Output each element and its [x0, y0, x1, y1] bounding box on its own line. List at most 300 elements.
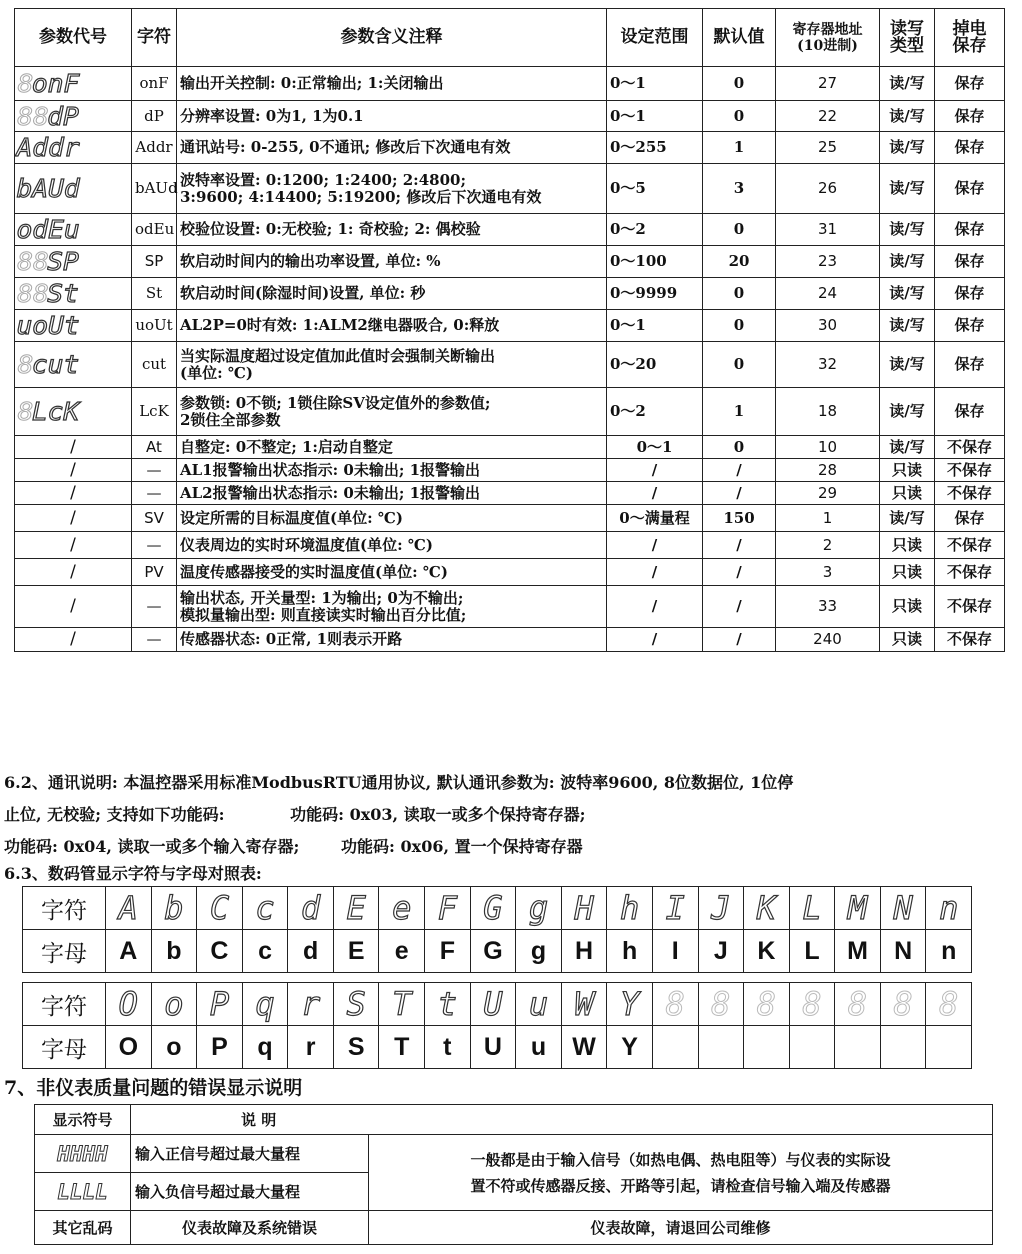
table-row [15, 586, 1005, 628]
param-rw: 读/写 [880, 342, 935, 388]
parameter-table-body [15, 67, 1005, 652]
param-rw: 只读 [880, 459, 935, 482]
table-row [15, 67, 1005, 101]
param-save: 不保存 [935, 482, 1005, 505]
param-meaning-line1: AL2报警输出状态指示: 0未输出; 1报警输出 [180, 483, 481, 502]
table-row [15, 132, 1005, 164]
comm-line-4: 6.3、数码管显示字符与字母对照表: [4, 864, 262, 883]
param-meaning-line1: 校验位设置: 0:无校验; 1: 奇校验; 2: 偶校验 [180, 220, 481, 238]
param-symbol: — [132, 459, 177, 482]
param-rw: 读/写 [880, 67, 935, 101]
param-save: 不保存 [935, 559, 1005, 586]
error-header-row [35, 1105, 993, 1135]
char-segment-cell [744, 887, 790, 930]
param-address: 2 [776, 532, 880, 559]
param-save: 不保存 [935, 436, 1005, 459]
param-symbol: At [132, 436, 177, 459]
param-symbol: SP [132, 246, 177, 278]
param-meaning-line1: 分辨率设置: 0为1, 1为0.1 [180, 106, 364, 125]
param-rw: 读/写 [880, 388, 935, 436]
char-segment-cell [926, 983, 972, 1026]
param-code-cell [15, 586, 132, 628]
param-code-cell [15, 436, 132, 459]
param-code-cell [15, 214, 132, 246]
char-letter-cell: t [425, 1026, 471, 1069]
segment-display-icon: uoUt [16, 311, 80, 340]
char-map-table-2 [22, 982, 972, 1069]
segment-glyph-icon: N [893, 889, 913, 927]
comm-line-1: 6.2、通讯说明: 本温控器采用标准ModbusRTU通用协议, 默认通讯参数为: 波特率9600, 8位数据位, 1位停 [4, 773, 794, 792]
param-default: 0 [703, 214, 776, 246]
param-code: / [70, 507, 76, 528]
table-row [15, 342, 1005, 388]
table-row [15, 459, 1005, 482]
char-segment-cell [470, 983, 516, 1026]
char-letter-cell [789, 1026, 835, 1069]
char-segment-cell [561, 887, 607, 930]
char-letter-cell: e [379, 930, 425, 973]
param-address: 1 [776, 505, 880, 532]
char-letter-cell: n [926, 930, 972, 973]
segment-glyph-icon: c [255, 889, 275, 927]
param-code: / [70, 482, 76, 503]
char-map-row-segment [23, 887, 972, 930]
param-meaning-line1: 软启动时间(除湿时间)设置, 单位: 秒 [180, 284, 426, 302]
param-meaning [177, 459, 607, 482]
param-code: / [70, 436, 76, 457]
table-row [15, 164, 1005, 214]
param-meaning-line1: 参数锁: 0不锁; 1锁住除SV设定值外的参数值; [180, 393, 491, 412]
param-range: 0～1 [607, 310, 703, 342]
param-meaning [177, 164, 607, 214]
param-code-cell [15, 310, 132, 342]
param-code-cell [15, 132, 132, 164]
header-save-line1: 掉电 [952, 18, 987, 39]
param-code-cell [15, 532, 132, 559]
param-range: / [607, 482, 703, 505]
segment-display-icon: SP [47, 247, 79, 276]
param-default: 0 [703, 342, 776, 388]
char-segment-cell [516, 887, 562, 930]
error-common-desc-line2: 置不符或传感器反接、开路等引起，请检查信号输入端及传感器 [470, 1176, 891, 1195]
param-default: 0 [703, 310, 776, 342]
param-meaning-line1: 设定所需的目标温度值(单位: ℃) [180, 508, 403, 527]
param-code: / [70, 596, 76, 616]
char-segment-cell [789, 983, 835, 1026]
param-range: 0～满量程 [607, 505, 703, 532]
segment-glyph-icon: e [392, 889, 412, 927]
param-symbol: — [132, 532, 177, 559]
param-address: 24 [776, 278, 880, 310]
char-segment-cell [197, 983, 243, 1026]
param-symbol: uoUt [132, 310, 177, 342]
param-meaning-line1: 传感器状态: 0正常, 1则表示开路 [180, 630, 403, 648]
segment-glyph-icon: h [620, 889, 640, 927]
char-letter-cell [880, 1026, 926, 1069]
param-symbol: bAUd [132, 164, 177, 214]
param-range: 0～255 [607, 132, 703, 164]
comm-line-3a: 功能码: 0x04, 读取一或多个输入寄存器; [4, 837, 300, 856]
param-default: / [703, 532, 776, 559]
char-letter-cell: u [516, 1026, 562, 1069]
char-segment-cell [288, 887, 334, 930]
segment-glyph-icon: T [392, 985, 412, 1023]
segment-glyph-icon: U [483, 985, 503, 1023]
param-symbol: odEu [132, 214, 177, 246]
char-letter-cell: M [835, 930, 881, 973]
error-section-title: 7、非仪表质量问题的错误显示说明 [4, 1077, 303, 1099]
param-range: / [607, 532, 703, 559]
param-code-cell [15, 67, 132, 101]
segment-display-icon: bAUd [16, 174, 80, 203]
char-letter-cell [926, 1026, 972, 1069]
param-meaning [177, 436, 607, 459]
char-letter-cell: K [744, 930, 790, 973]
segment-glyph-icon: 8 [802, 985, 822, 1023]
param-default: 0 [703, 101, 776, 132]
param-meaning [177, 388, 607, 436]
char-segment-cell [652, 887, 698, 930]
param-save: 保存 [935, 246, 1005, 278]
char-segment-cell [425, 887, 471, 930]
segment-display-icon: odEu [16, 215, 80, 244]
param-meaning [177, 532, 607, 559]
parameter-table [14, 8, 1005, 652]
error-row [35, 1135, 993, 1173]
param-default: 0 [703, 436, 776, 459]
param-rw: 读/写 [880, 164, 935, 214]
char-letter-cell: U [470, 1026, 516, 1069]
segment-display-icon: St [47, 279, 79, 308]
table-row [15, 214, 1005, 246]
header-symbol: 字符 [132, 9, 177, 67]
param-rw: 只读 [880, 482, 935, 505]
char-letter-cell: L [789, 930, 835, 973]
segment-display-icon: Addr [16, 133, 80, 162]
param-meaning-line1: 输出开关控制: 0:正常输出; 1:关闭输出 [180, 74, 444, 92]
table-row [15, 278, 1005, 310]
char-segment-cell [333, 983, 379, 1026]
char-letter-cell: G [470, 930, 516, 973]
param-code: / [70, 534, 76, 555]
segment-display-icon: HHHH [57, 1141, 108, 1166]
param-meaning [177, 505, 607, 532]
segment-glyph-icon: n [939, 889, 959, 927]
comm-line-3 [4, 834, 583, 857]
char-segment-cell [242, 887, 288, 930]
char-map-row-segment [23, 983, 972, 1026]
param-range: 0～2 [607, 388, 703, 436]
param-address: 18 [776, 388, 880, 436]
header-rw-line2: 类型 [890, 35, 924, 56]
param-default: 0 [703, 278, 776, 310]
char-letter-cell: J [698, 930, 744, 973]
segment-glyph-icon: W [574, 985, 594, 1023]
param-meaning [177, 586, 607, 628]
param-address: 22 [776, 101, 880, 132]
error-label: 输入负信号超过最大量程 [131, 1173, 369, 1211]
param-save: 保存 [935, 505, 1005, 532]
char-segment-cell [607, 983, 653, 1026]
segment-glyph-icon: Y [620, 985, 640, 1023]
param-default: / [703, 586, 776, 628]
param-save: 保存 [935, 164, 1005, 214]
param-default: / [703, 459, 776, 482]
char-letter-cell: S [333, 1026, 379, 1069]
error-row [35, 1211, 993, 1245]
char-segment-cell [197, 887, 243, 930]
param-save: 保存 [935, 310, 1005, 342]
char-segment-cell [106, 983, 152, 1026]
char-letter-cell: T [379, 1026, 425, 1069]
char-letter-cell [652, 1026, 698, 1069]
param-default: / [703, 482, 776, 505]
char-segment-cell [835, 983, 881, 1026]
header-address-line1: 寄存器地址 [792, 21, 863, 38]
param-range: 0～20 [607, 342, 703, 388]
param-address: 10 [776, 436, 880, 459]
segment-blank-icon: 8 [17, 350, 34, 379]
char-letter-cell: N [880, 930, 926, 973]
param-address: 27 [776, 67, 880, 101]
segment-display-icon: LcK [31, 397, 80, 426]
char-segment-cell [607, 887, 653, 930]
char-letter-cell: P [197, 1026, 243, 1069]
segment-glyph-icon: q [255, 985, 275, 1023]
param-rw: 读/写 [880, 436, 935, 459]
param-meaning [177, 214, 607, 246]
char-map-table-1 [22, 886, 972, 973]
segment-glyph-icon: o [164, 985, 184, 1023]
param-symbol: LcK [132, 388, 177, 436]
char-letter-cell: h [607, 930, 653, 973]
table-row [15, 628, 1005, 652]
param-code-cell [15, 459, 132, 482]
param-meaning-line2: 2锁住全部参数 [180, 410, 281, 429]
param-save: 保存 [935, 342, 1005, 388]
table-row [15, 559, 1005, 586]
char-letter-cell: I [652, 930, 698, 973]
param-code-cell [15, 559, 132, 586]
letter-label: 字母 [23, 1026, 106, 1069]
param-address: 33 [776, 586, 880, 628]
param-meaning [177, 342, 607, 388]
char-letter-cell: d [288, 930, 334, 973]
param-rw: 读/写 [880, 505, 935, 532]
char-segment-cell [880, 983, 926, 1026]
char-segment-cell [835, 887, 881, 930]
param-meaning-line2: 3:9600; 4:14400; 5:19200; 修改后下次通电有效 [180, 187, 542, 206]
table-header-row [15, 9, 1005, 67]
param-address: 32 [776, 342, 880, 388]
error-table [34, 1104, 993, 1245]
header-rw [880, 9, 935, 67]
error-seg-llll [35, 1173, 131, 1211]
char-letter-cell: Y [607, 1026, 653, 1069]
param-meaning [177, 132, 607, 164]
table-row [15, 505, 1005, 532]
param-code-cell [15, 164, 132, 214]
segment-display-icon: cut [31, 350, 80, 379]
param-meaning-line1: 波特率设置: 0:1200; 1:2400; 2:4800; [180, 170, 466, 189]
param-range: 0～2 [607, 214, 703, 246]
param-save: 保存 [935, 101, 1005, 132]
segment-glyph-icon: O [118, 985, 138, 1023]
param-address: 30 [776, 310, 880, 342]
segment-glyph-icon: 8 [711, 985, 731, 1023]
char-segment-cell [106, 887, 152, 930]
param-meaning-line1: 当实际温度超过设定值加此值时会强制关断输出 [180, 346, 496, 365]
param-range: / [607, 628, 703, 652]
param-range: 0～1 [607, 67, 703, 101]
header-range: 设定范围 [607, 9, 703, 67]
segment-glyph-icon: L [802, 889, 822, 927]
error-seg-hhhh [35, 1135, 131, 1173]
char-letter-cell: q [242, 1026, 288, 1069]
table-row [15, 388, 1005, 436]
segment-glyph-icon: A [118, 889, 138, 927]
comm-line-2 [4, 802, 586, 825]
param-rw: 读/写 [880, 310, 935, 342]
comm-line-2b: 功能码: 0x03, 读取一或多个保持寄存器; [290, 805, 586, 824]
char-segment-cell [151, 983, 197, 1026]
header-address-line2: (10进制) [797, 37, 858, 54]
param-meaning [177, 246, 607, 278]
param-symbol: cut [132, 342, 177, 388]
char-segment-cell [151, 887, 197, 930]
header-code: 参数代号 [15, 9, 132, 67]
char-segment-cell [516, 983, 562, 1026]
param-rw: 只读 [880, 586, 935, 628]
char-segment-cell [926, 887, 972, 930]
param-range: 0～9999 [607, 278, 703, 310]
char-segment-cell [470, 887, 516, 930]
param-rw: 只读 [880, 532, 935, 559]
segment-glyph-icon: 8 [847, 985, 868, 1023]
char-letter-cell: c [242, 930, 288, 973]
param-symbol: onF [132, 67, 177, 101]
char-label: 字符 [23, 887, 106, 930]
param-range: 0～1 [607, 101, 703, 132]
param-meaning-line1: AL2P=0时有效: 1:ALM2继电器吸合, 0:释放 [180, 316, 500, 334]
param-code-cell [15, 628, 132, 652]
table-row [15, 532, 1005, 559]
param-range: / [607, 559, 703, 586]
param-save: 保存 [935, 278, 1005, 310]
param-meaning-line1: 通讯站号: 0-255, 0不通讯; 修改后下次通电有效 [180, 138, 511, 156]
segment-glyph-icon: H [574, 889, 594, 927]
segment-glyph-icon: t [437, 985, 457, 1023]
param-save: 保存 [935, 214, 1005, 246]
param-symbol: — [132, 628, 177, 652]
char-letter-cell: r [288, 1026, 334, 1069]
char-segment-cell [379, 887, 425, 930]
segment-glyph-icon: G [483, 889, 503, 927]
segment-glyph-icon: d [300, 889, 321, 927]
char-map-row-letter [23, 1026, 972, 1069]
comm-line-3b: 功能码: 0x06, 置一个保持寄存器 [341, 837, 583, 856]
char-segment-cell [379, 983, 425, 1026]
param-symbol: Addr [132, 132, 177, 164]
param-address: 3 [776, 559, 880, 586]
header-address [776, 9, 880, 67]
param-default: / [703, 559, 776, 586]
char-segment-cell [652, 983, 698, 1026]
param-range: 0～5 [607, 164, 703, 214]
param-symbol: SV [132, 505, 177, 532]
param-meaning [177, 559, 607, 586]
segment-blank-icon: 88 [17, 279, 49, 308]
param-meaning [177, 101, 607, 132]
char-segment-cell [789, 887, 835, 930]
char-letter-cell: E [333, 930, 379, 973]
param-meaning-line1: 仪表周边的实时环境温度值(单位: ℃) [180, 535, 433, 554]
param-code-cell [15, 101, 132, 132]
segment-glyph-icon: P [209, 985, 230, 1023]
segment-glyph-icon: 8 [665, 985, 685, 1023]
table-row [15, 436, 1005, 459]
param-address: 26 [776, 164, 880, 214]
segment-glyph-icon: b [164, 889, 184, 927]
param-code-cell [15, 482, 132, 505]
param-symbol: dP [132, 101, 177, 132]
char-segment-cell [242, 983, 288, 1026]
segment-glyph-icon: r [300, 985, 321, 1023]
segment-glyph-icon: 8 [756, 985, 777, 1023]
param-code: / [70, 629, 76, 649]
param-address: 31 [776, 214, 880, 246]
char-map-row-letter [23, 930, 972, 973]
header-rw-line1: 读写 [890, 18, 924, 39]
segment-display-icon: dP [47, 101, 79, 131]
param-range: 0～1 [607, 436, 703, 459]
char-letter-cell: H [561, 930, 607, 973]
param-code-cell [15, 388, 132, 436]
segment-display-icon: onF [31, 69, 80, 98]
segment-glyph-icon: 8 [893, 985, 913, 1023]
char-segment-cell [744, 983, 790, 1026]
param-save: 不保存 [935, 532, 1005, 559]
param-rw: 读/写 [880, 101, 935, 132]
table-row [15, 482, 1005, 505]
param-meaning-line2: 模拟量输出型: 则直接读实时输出百分比值; [180, 605, 467, 624]
char-segment-cell [288, 983, 334, 1026]
param-default: / [703, 628, 776, 652]
header-meaning: 参数含义注释 [177, 9, 607, 67]
param-symbol: PV [132, 559, 177, 586]
segment-blank-icon: 88 [17, 101, 49, 131]
param-meaning-line1: AL1报警输出状态指示: 0未输出; 1报警输出 [180, 460, 481, 479]
param-code: / [70, 459, 76, 480]
param-default: 150 [703, 505, 776, 532]
segment-glyph-icon: E [346, 889, 366, 927]
param-range: / [607, 459, 703, 482]
segment-glyph-icon: M [847, 889, 868, 927]
letter-label: 字母 [23, 930, 106, 973]
char-letter-cell: o [151, 1026, 197, 1069]
param-address: 29 [776, 482, 880, 505]
param-meaning [177, 278, 607, 310]
param-meaning-line1: 软启动时间内的输出功率设置, 单位: % [180, 252, 441, 270]
segment-glyph-icon: g [528, 889, 549, 927]
segment-glyph-icon: 8 [939, 985, 959, 1023]
error-common-desc-line1: 一般都是由于输入信号（如热电偶、热电阻等）与仪表的实际设 [470, 1150, 891, 1169]
param-symbol: St [132, 278, 177, 310]
header-save [935, 9, 1005, 67]
table-row [15, 246, 1005, 278]
param-rw: 只读 [880, 628, 935, 652]
char-segment-cell [561, 983, 607, 1026]
